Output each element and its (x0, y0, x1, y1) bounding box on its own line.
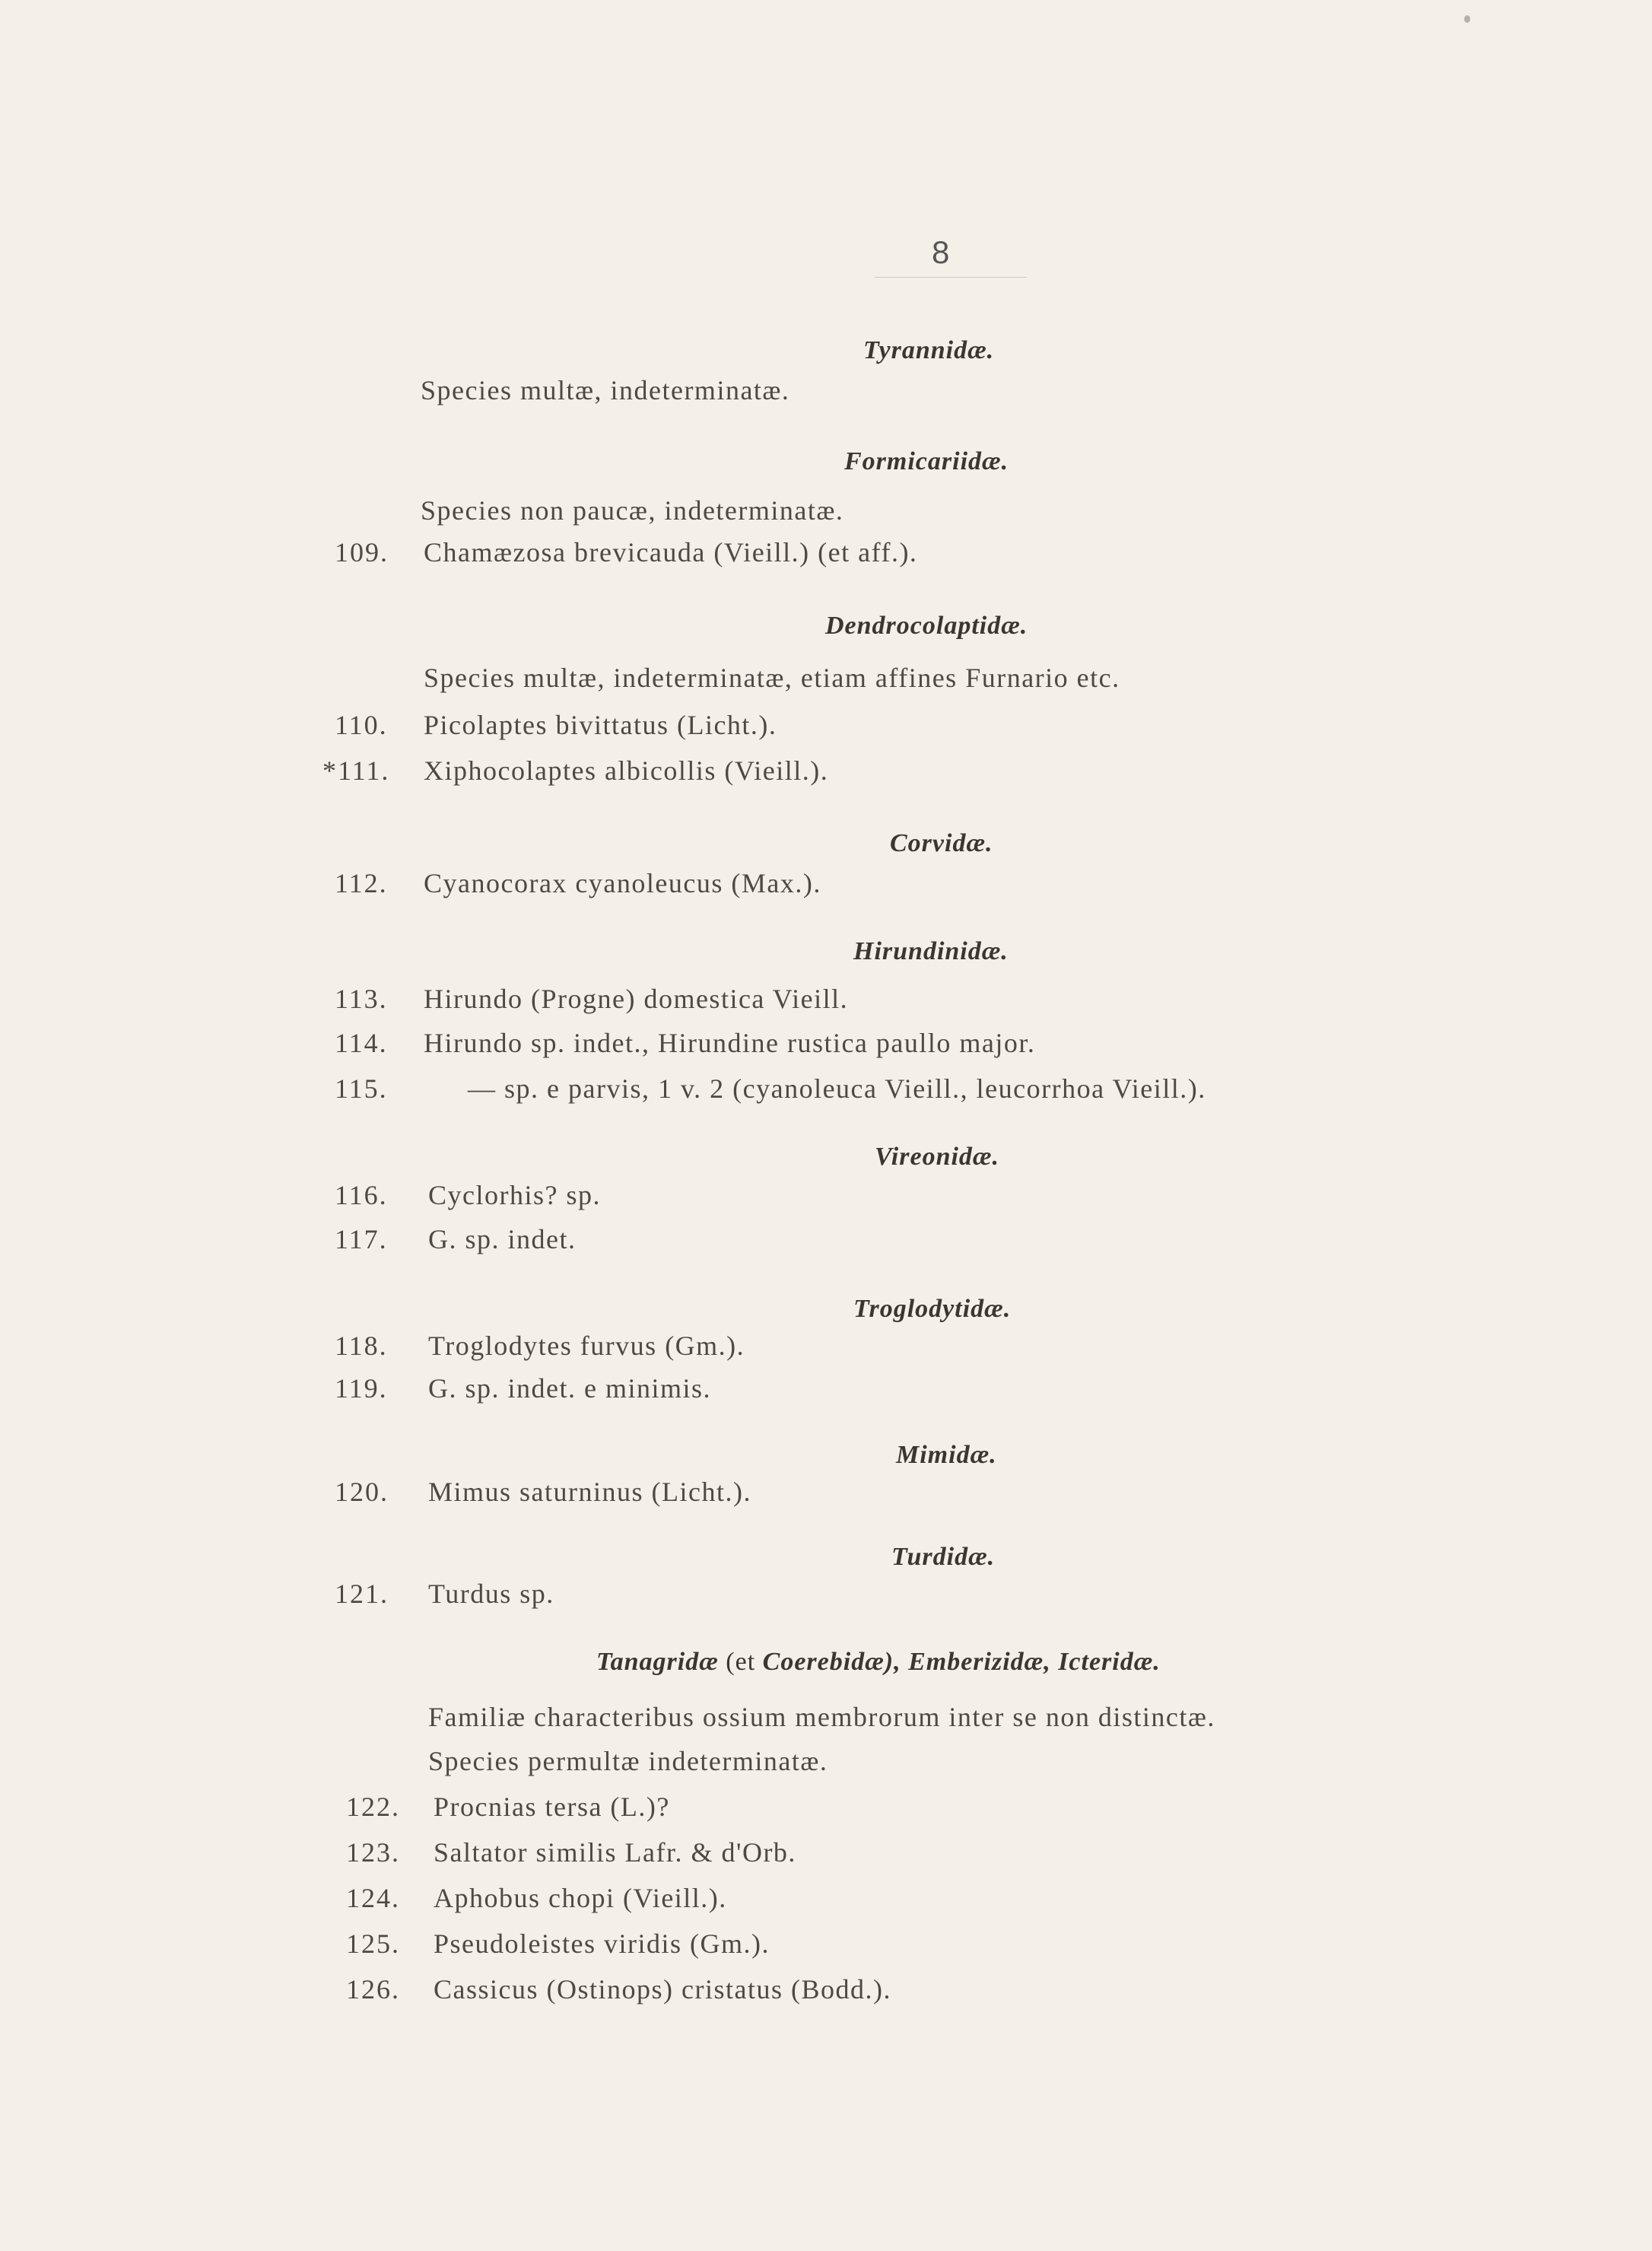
heading-tanagridae-c: Coerebidæ), (762, 1648, 901, 1676)
entry-text: Cyclorhis? sp. (428, 1180, 601, 1210)
heading-mimidae: Mimidæ. (896, 1441, 997, 1469)
entry-text: Xiphocolaptes albicollis (Vieill.). (424, 755, 829, 786)
scan-mark (1464, 15, 1470, 23)
entry-number: 119. (335, 1373, 388, 1404)
entry-text: Hirundo (Progne) domestica Vieill. (424, 984, 849, 1014)
entry-text: Turdus sp. (428, 1579, 554, 1609)
page-number: 8 (932, 234, 950, 270)
entry-text: Pseudoleistes viridis (Gm.). (434, 1928, 770, 1959)
entry-number: 109. (335, 537, 389, 568)
entry-number: 118. (335, 1331, 388, 1361)
entry-number: 114. (335, 1028, 388, 1058)
heading-troglodytidae: Troglodytidæ. (853, 1295, 1012, 1323)
heading-formicariidae: Formicariidæ. (844, 447, 1009, 475)
note-tanagridae-2: Species permultæ indeterminatæ. (428, 1746, 828, 1776)
entry-text: Procnias tersa (L.)? (434, 1792, 670, 1822)
entry-number: 120. (335, 1477, 389, 1507)
entry-text: Hirundo sp. indet., Hirundine rustica paullo major. (424, 1028, 1036, 1058)
heading-tanagridae-d: Emberizidæ, Icteridæ. (908, 1648, 1161, 1676)
entry-text: Cassicus (Ostinops) cristatus (Bodd.). (434, 1974, 891, 2005)
entry-text: — sp. e parvis, 1 v. 2 (cyanoleuca Vieill., leucorrhoa Vieill.). (468, 1073, 1206, 1104)
heading-turdidae: Turdidæ. (891, 1543, 996, 1571)
note-tanagridae-1: Familiæ characteribus ossium membrorum inter se non distinctæ. (428, 1702, 1215, 1732)
heading-tanagridae (596, 1648, 1161, 1677)
heading-vireonidae: Vireonidæ. (875, 1143, 999, 1171)
entry-number: 113. (335, 984, 388, 1014)
entry-number: 123. (346, 1837, 400, 1868)
heading-corvidae: Corvidæ. (890, 829, 993, 857)
entry-text: Chamæzosa brevicauda (Vieill.) (et aff.). (424, 537, 918, 568)
entry-number: 122. (346, 1792, 400, 1822)
entry-text: Saltator similis Lafr. & d'Orb. (434, 1837, 796, 1868)
entry-number: *111. (322, 755, 390, 786)
note-formicariidae: Species non paucæ, indeterminatæ. (421, 495, 844, 526)
entry-text: G. sp. indet. (428, 1224, 577, 1254)
heading-hirundinidae: Hirundinidæ. (853, 937, 1009, 965)
entry-text: Aphobus chopi (Vieill.). (434, 1883, 727, 1913)
entry-text: Troglodytes furvus (Gm.). (428, 1331, 745, 1361)
note-dendrocolaptidae: Species multæ, indeterminatæ, etiam affines Furnario etc. (424, 663, 1120, 693)
entry-number: 125. (346, 1928, 400, 1959)
entry-number: 117. (335, 1224, 388, 1254)
entry-number: 112. (335, 868, 388, 898)
entry-number: 110. (335, 710, 388, 740)
entry-text: Mimus saturninus (Licht.). (428, 1477, 751, 1507)
entry-number: 121. (335, 1579, 389, 1609)
entry-number: 126. (346, 1974, 400, 2005)
page-number-rule (875, 277, 1027, 278)
entry-number: 124. (346, 1883, 400, 1913)
entry-number: 116. (335, 1180, 388, 1210)
heading-tyrannidae: Tyrannidæ. (863, 336, 995, 364)
heading-dendrocolaptidae: Dendrocolaptidæ. (825, 612, 1028, 640)
heading-tanagridae-b: (et (726, 1648, 756, 1676)
entry-number: 115. (335, 1073, 388, 1104)
note-tyrannidae: Species multæ, indeterminatæ. (421, 375, 790, 405)
heading-tanagridae-a: Tanagridæ (596, 1648, 719, 1676)
entry-text: G. sp. indet. e minimis. (428, 1373, 711, 1404)
entry-text: Cyanocorax cyanoleucus (Max.). (424, 868, 821, 898)
entry-text: Picolaptes bivittatus (Licht.). (424, 710, 777, 740)
